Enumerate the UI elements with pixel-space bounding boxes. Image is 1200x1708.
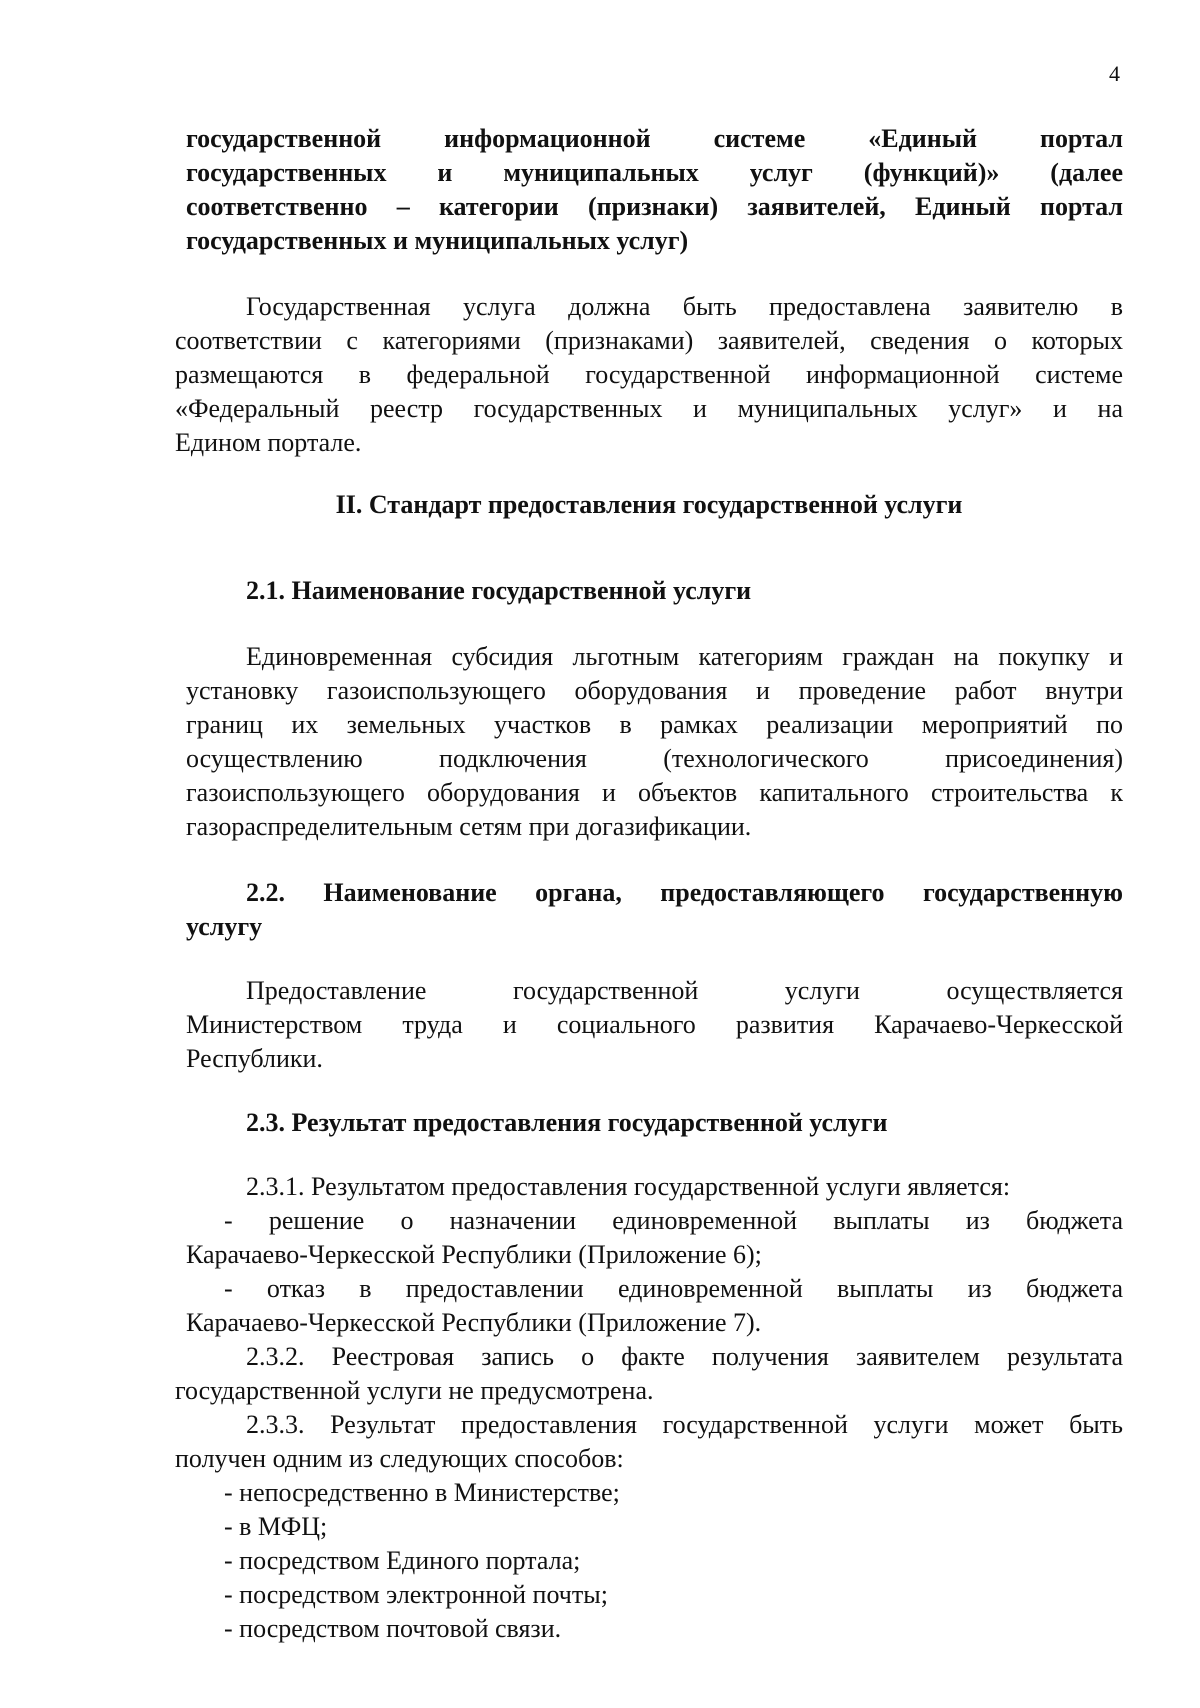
intro-bold-line: соответственно – категории (признаки) заявителей, Единый портал <box>186 192 1123 221</box>
s23-line: государственной услуги не предусмотрена. <box>175 1376 654 1405</box>
s23-line: - отказ в предоставлении единовременной выплаты из бюджета <box>224 1274 1123 1303</box>
s21-line: осуществлению подключения (технологического присоединения) <box>186 744 1123 773</box>
s21-line: газоиспользующего оборудования и объектов капитального строительства к <box>186 778 1123 807</box>
s23-list-item: - в МФЦ; <box>224 1512 328 1541</box>
subsection-heading-2-3: 2.3. Результат предоставления государственной услуги <box>246 1108 888 1137</box>
subsection-heading-2-2: 2.2. Наименование органа, предоставляющего государственную <box>246 878 1123 907</box>
s23-line: 2.3.3. Результат предоставления государственной услуги может быть <box>246 1410 1123 1439</box>
s23-line: 2.3.2. Реестровая запись о факте получения заявителем результата <box>246 1342 1123 1371</box>
intro-bold-line: государственных и муниципальных услуг) <box>186 226 689 255</box>
s23-line: Карачаево-Черкесской Республики (Приложение 7). <box>186 1308 762 1337</box>
section-title: II. Стандарт предоставления государственной услуги <box>335 490 963 519</box>
intro-para-line: размещаются в федеральной государственной информационной системе <box>175 360 1123 389</box>
s22-line: Министерством труда и социального развития Карачаево-Черкесской <box>186 1010 1123 1039</box>
intro-bold-line: государственной информационной системе «Единый портал <box>186 124 1123 153</box>
intro-para-line: «Федеральный реестр государственных и муниципальных услуг» и на <box>175 394 1123 423</box>
s22-line: Предоставление государственной услуги осуществляется <box>246 976 1123 1005</box>
intro-para-line: Государственная услуга должна быть предоставлена заявителю в <box>246 292 1123 321</box>
page-number: 4 <box>1109 61 1120 86</box>
s23-line: 2.3.1. Результатом предоставления государственной услуги является: <box>246 1172 1011 1201</box>
s22-line: Республики. <box>186 1044 323 1073</box>
s23-line: - решение о назначении единовременной выплаты из бюджета <box>224 1206 1123 1235</box>
s23-list-item: - непосредственно в Министерстве; <box>224 1478 620 1507</box>
intro-para-line: Едином портале. <box>175 428 362 457</box>
s21-line: Единовременная субсидия льготным категориям граждан на покупку и <box>246 642 1123 671</box>
intro-para-line: соответствии с категориями (признаками) заявителей, сведения о которых <box>175 326 1123 355</box>
s21-line: газораспределительным сетям при догазификации. <box>186 812 752 841</box>
subsection-heading-2-2-cont: услугу <box>186 912 263 941</box>
s21-line: границ их земельных участков в рамках реализации мероприятий по <box>186 710 1123 739</box>
s23-list-item: - посредством почтовой связи. <box>224 1614 562 1643</box>
s23-line: Карачаево-Черкесской Республики (Приложение 6); <box>186 1240 762 1269</box>
s21-line: установку газоиспользующего оборудования и проведение работ внутри <box>186 676 1123 705</box>
s23-list-item: - посредством электронной почты; <box>224 1580 608 1609</box>
s23-line: получен одним из следующих способов: <box>175 1444 624 1473</box>
intro-bold-line: государственных и муниципальных услуг (функций)» (далее <box>186 158 1123 187</box>
subsection-heading-2-1: 2.1. Наименование государственной услуги <box>246 576 752 605</box>
s23-list-item: - посредством Единого портала; <box>224 1546 581 1575</box>
